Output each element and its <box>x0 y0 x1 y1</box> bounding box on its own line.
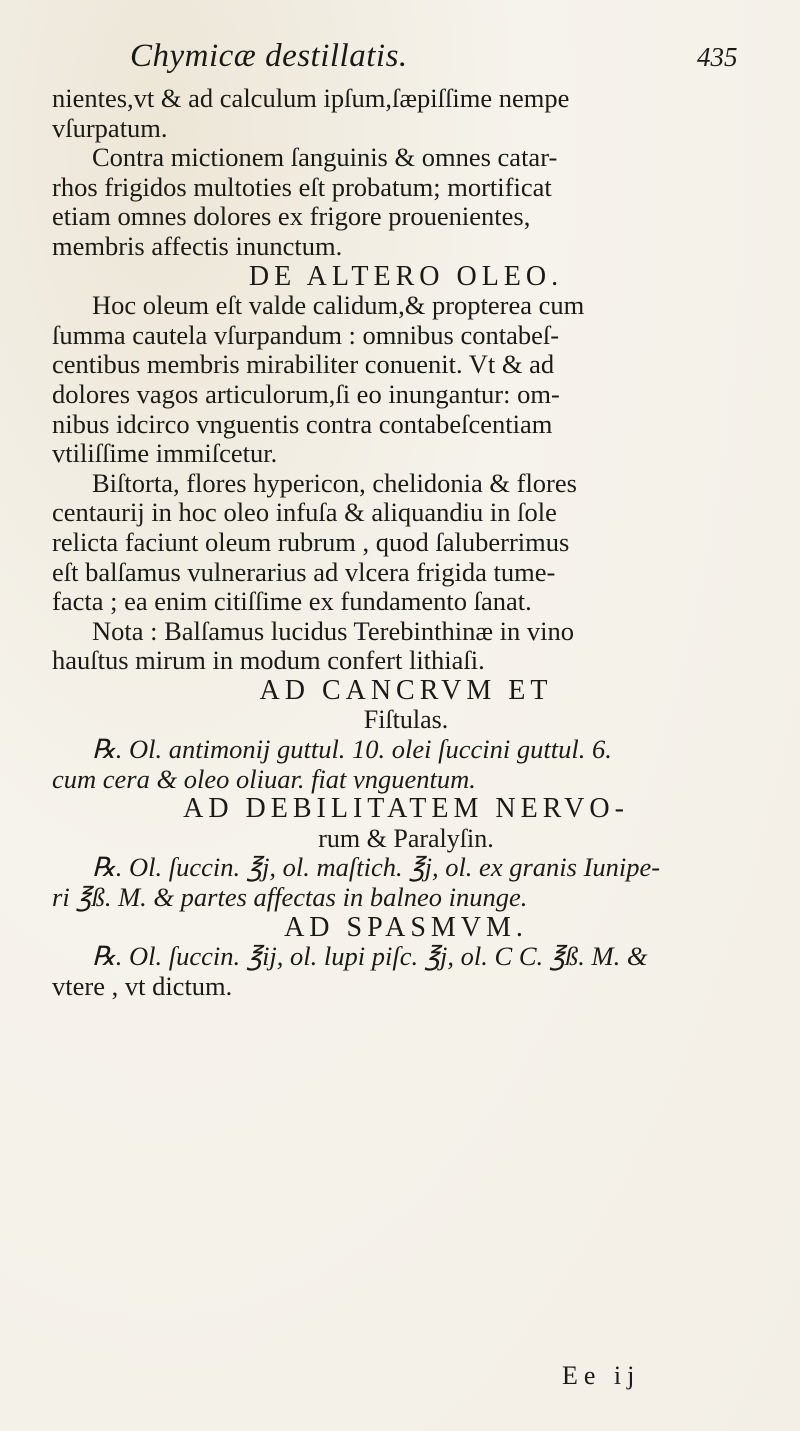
body-text <box>52 84 760 1001</box>
section-heading: AD SPASMVM. <box>284 911 528 943</box>
section-heading: AD CANCRVM ET <box>259 674 553 706</box>
text-line: rhos frigidos multoties eſt probatum; mortificat <box>52 171 552 202</box>
text-line: Contra mictionem ſanguinis & omnes catar- <box>92 142 558 173</box>
text-line: cum cera & oleo oliuar. fiat vnguentum. <box>52 763 476 794</box>
section-heading: DE ALTERO OLEO. <box>248 260 564 292</box>
text-line: dolores vagos articulorum,ſi eo inungantur: om- <box>52 378 560 409</box>
text-line: hauſtus mirum in modum confert lithiaſi. <box>52 645 485 676</box>
text-line: centaurij in hoc oleo infuſa & aliquandiu in ſole <box>52 497 557 528</box>
text-line: membris affectis inunctum. <box>52 230 343 261</box>
text-line: ℞. Ol. antimonij guttul. 10. olei ſuccini guttul. 6. <box>92 734 612 765</box>
text-line: ſumma cautela vſurpandum : omnibus contabeſ- <box>52 319 560 350</box>
page-number: 435 <box>697 42 738 72</box>
text-line: nibus idcirco vnguentis contra contabeſcentiam <box>52 408 553 439</box>
text-line: ℞. Ol. ſuccin. ℥ij, ol. lupi piſc. ℥j, ol. C C. ℥ß. M. & <box>92 941 648 972</box>
running-title: Chymicæ destillatis. <box>130 38 408 74</box>
text-line: Hoc oleum eſt valde calidum,& propterea cum <box>92 290 585 321</box>
section-subheading: rum & Paralyſin. <box>318 823 494 853</box>
text-line: ri ℥ß. M. & partes affectas in balneo inunge. <box>52 882 528 913</box>
text-line: facta ; ea enim citiſſime ex fundamento ſanat. <box>52 586 532 617</box>
text-line: centibus membris mirabiliter conuenit. Vt & ad <box>52 349 555 380</box>
signature-mark: Ee ij <box>562 1361 641 1390</box>
section-heading: AD DEBILITATEM NERVO- <box>183 793 629 825</box>
text-line: Nota : Balſamus lucidus Terebinthinæ in vino <box>92 615 574 646</box>
text-line: nientes,vt & ad calculum ipſum,ſæpiſſime nempe <box>52 83 570 113</box>
text-line: eſt balſamus vulnerarius ad vlcera frigida tume- <box>52 556 556 587</box>
text-line: etiam omnes dolores ex frigore prouenientes, <box>52 201 531 232</box>
text-line: vtiliſſime immiſcetur. <box>52 438 278 469</box>
text-line: ℞. Ol. ſuccin. ℥j, ol. maſtich. ℥j, ol. ex granis Iunipe- <box>92 852 661 883</box>
page-header <box>0 38 800 78</box>
text-line: relicta faciunt oleum rubrum , quod ſaluberrimus <box>52 526 570 557</box>
text-line: vſurpatum. <box>52 112 168 143</box>
text-line: vtere , vt dictum. <box>52 970 233 1001</box>
text-line: Biſtorta, flores hypericon, chelidonia & flores <box>92 467 577 498</box>
section-subheading: Fiſtulas. <box>363 705 449 735</box>
